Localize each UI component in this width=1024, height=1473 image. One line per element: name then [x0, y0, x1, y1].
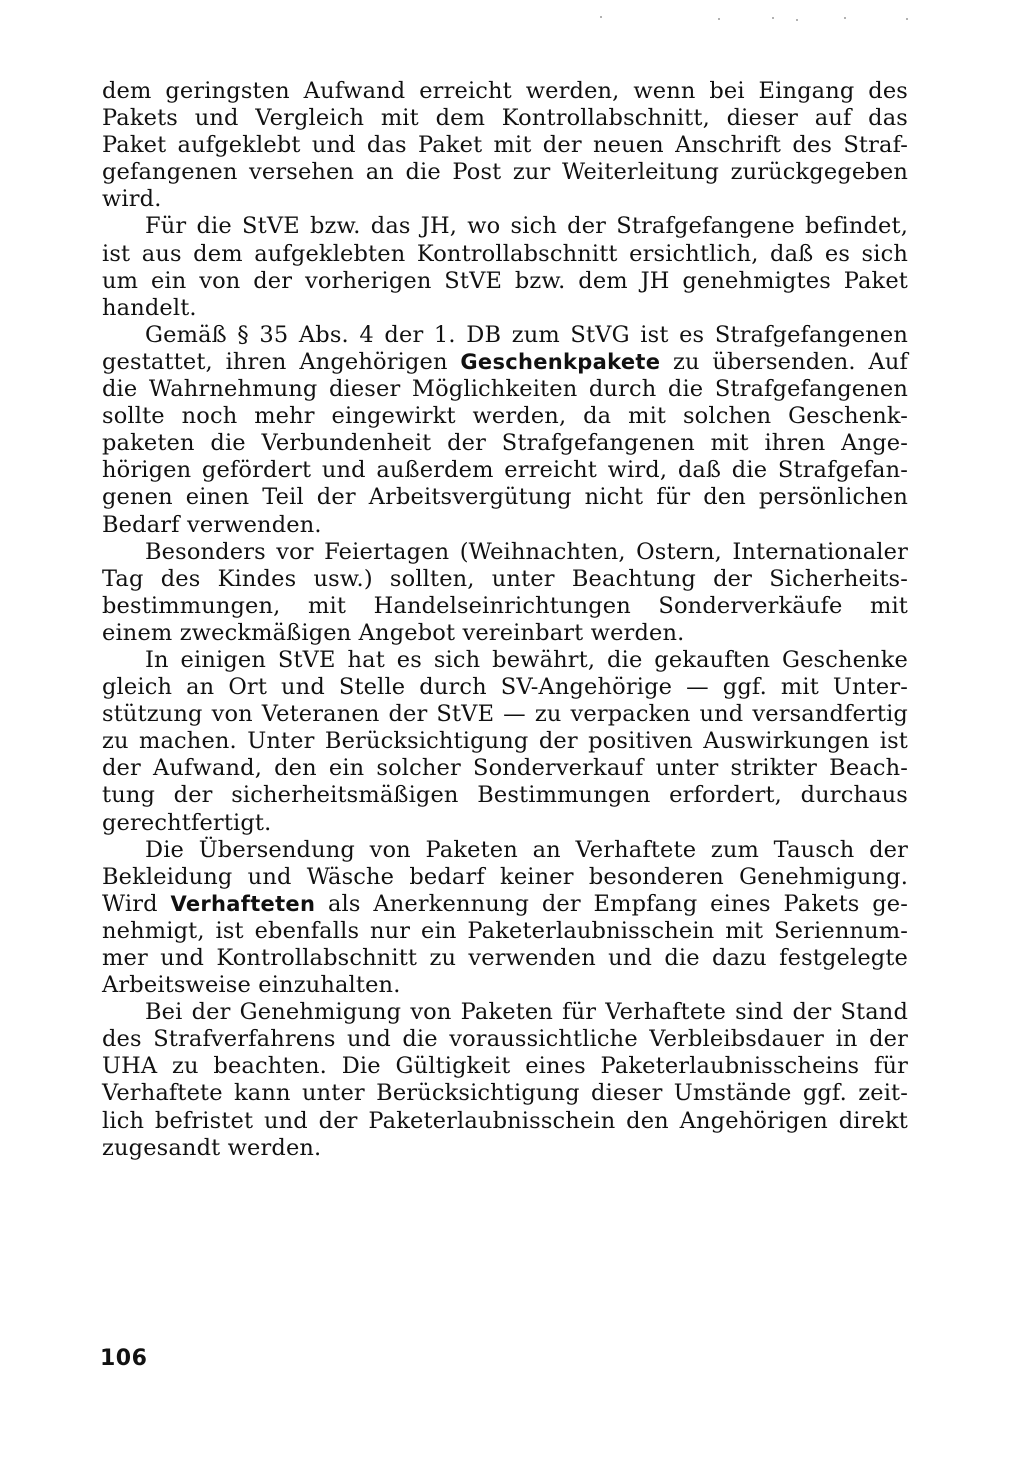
text-line: stützung von Veteranen der StVE — zu verpacken und versandfertig	[102, 701, 908, 728]
text-line: gleich an Ort und Stelle durch SV-Angehörige — ggf. mit Unter-	[102, 674, 908, 701]
text-line: gerechtfertigt.	[102, 809, 272, 836]
text-line: ist aus dem aufgeklebten Kontrollabschnitt ersichtlich, daß es sich	[102, 240, 908, 267]
text-line: die Wahrnehmung dieser Möglichkeiten durch die Strafgefangenen	[102, 376, 908, 403]
text-line: bestimmungen, mit Handelseinrichtungen Sonderverkäufe mit	[102, 592, 908, 619]
text-line: gestattet, ihren Angehörigen Geschenkpakete zu übersenden. Auf	[102, 348, 908, 375]
text-line: mer und Kontrollabschnitt zu verwenden und die dazu festgelegte	[102, 945, 908, 971]
paragraph	[102, 999, 908, 1162]
scan-specks	[600, 10, 940, 24]
text-line: wird.	[102, 186, 162, 213]
text-line: dem geringsten Aufwand erreicht werden, wenn bei Eingang des	[102, 78, 908, 104]
text-line: einem zweckmäßigen Angebot vereinbart werden.	[102, 619, 685, 646]
text-line: Arbeitsweise einzuhalten.	[102, 972, 401, 999]
text-line: Wird Verhafteten als Anerkennung der Empfang eines Pakets ge-	[102, 890, 908, 917]
text-line: lich befristet und der Paketerlaubnisschein den Angehörigen direkt	[102, 1107, 908, 1134]
paragraph	[102, 213, 908, 321]
page-number: 106	[100, 1346, 148, 1371]
text-line: des Strafverfahrens und die voraussichtliche Verbleibsdauer in der	[102, 1026, 908, 1053]
text-line: hörigen gefördert und außerdem erreicht wird, daß die Strafgefan-	[102, 457, 908, 484]
text-line: tung der sicherheitsmäßigen Bestimmungen erfordert, durchaus	[102, 782, 908, 809]
text-line: Für die StVE bzw. das JH, wo sich der Strafgefangene befindet,	[145, 213, 908, 240]
text-line: sollte noch mehr eingewirkt werden, da mit solchen Geschenk-	[102, 403, 908, 430]
paragraph	[102, 837, 908, 1000]
text-line: Bei der Genehmigung von Paketen für Verhaftete sind der Stand	[145, 999, 908, 1026]
text-line: gefangenen versehen an die Post zur Weiterleitung zurückgegeben	[102, 159, 908, 186]
paragraph	[102, 647, 908, 837]
text-line: um ein von der vorherigen StVE bzw. dem JH genehmigtes Paket	[102, 267, 908, 294]
text-line: Bedarf verwenden.	[102, 511, 322, 538]
text-line: Tag des Kindes usw.) sollten, unter Beachtung der Sicherheits-	[102, 565, 908, 592]
text-line: zugesandt werden.	[102, 1134, 322, 1161]
text-line: handelt.	[102, 294, 197, 321]
text-line: UHA zu beachten. Die Gültigkeit eines Paketerlaubnisscheins für	[102, 1053, 908, 1080]
text-line: paketen die Verbundenheit der Strafgefangenen mit ihren Ange-	[102, 430, 908, 457]
text-line: Besonders vor Feiertagen (Weihnachten, Ostern, Internationaler	[145, 538, 908, 565]
paragraph	[102, 539, 908, 647]
text-line: Gemäß § 35 Abs. 4 der 1. DB zum StVG ist es Strafgefangenen	[145, 321, 908, 348]
text-line: Paket aufgeklebt und das Paket mit der neuen Anschrift des Straf-	[102, 132, 908, 159]
paragraph	[102, 322, 908, 539]
text-line: zu machen. Unter Berücksichtigung der positiven Auswirkungen ist	[102, 728, 908, 755]
text-line: nehmigt, ist ebenfalls nur ein Paketerlaubnisschein mit Seriennum-	[102, 917, 908, 944]
text-line: Pakets und Vergleich mit dem Kontrollabschnitt, dieser auf das	[102, 105, 908, 132]
text-line: der Aufwand, den ein solcher Sonderverkauf unter strikter Beach-	[102, 755, 908, 782]
paragraph	[102, 78, 908, 213]
text-line: In einigen StVE hat es sich bewährt, die gekauften Geschenke	[145, 646, 908, 673]
text-line: genen einen Teil der Arbeitsvergütung nicht für den persönlichen	[102, 484, 908, 511]
body-text	[102, 78, 908, 1162]
text-line: Verhaftete kann unter Berücksichtigung dieser Umstände ggf. zeit-	[102, 1080, 908, 1107]
text-line: Die Übersendung von Paketen an Verhaftete zum Tausch der	[145, 836, 908, 863]
text-line: Bekleidung und Wäsche bedarf keiner besonderen Genehmigung.	[102, 863, 908, 890]
